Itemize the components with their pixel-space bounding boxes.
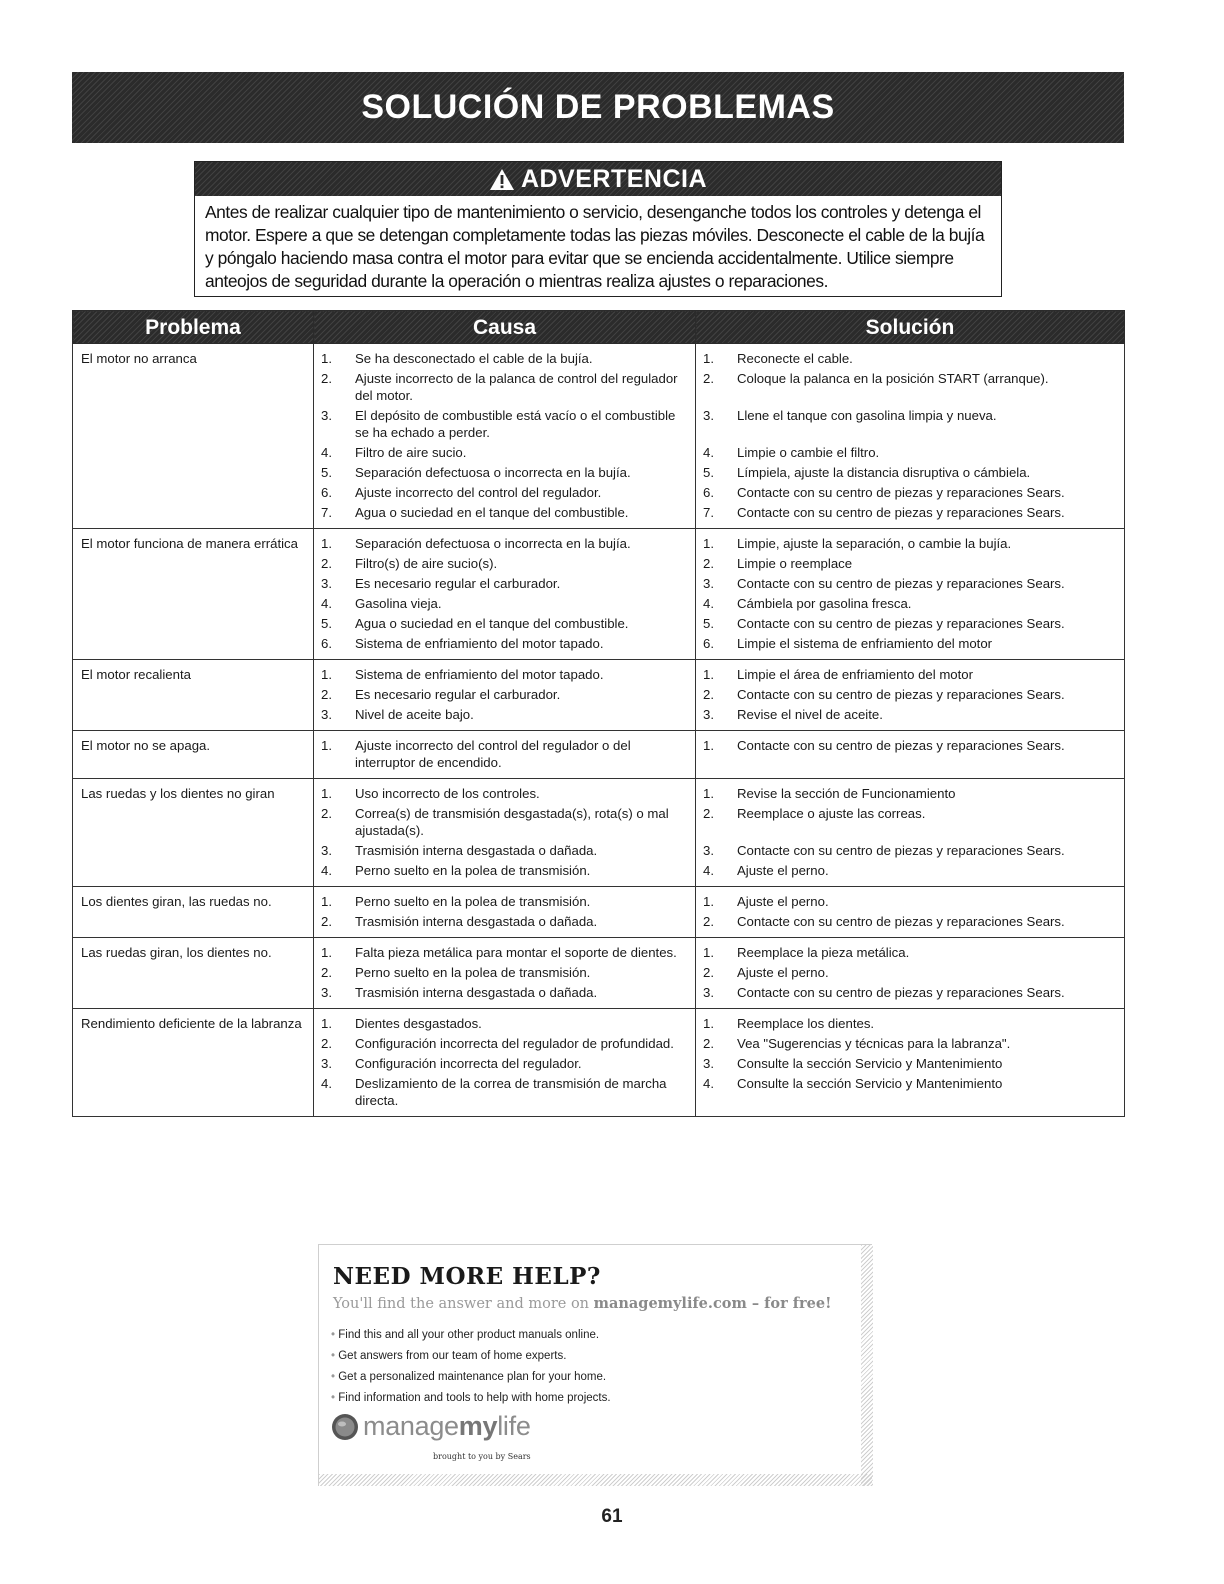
item-text: Contacte con su centro de piezas y reparaciones Sears. bbox=[737, 985, 1065, 1000]
solution-item bbox=[703, 444, 1118, 461]
solution-item bbox=[703, 615, 1118, 632]
help-credit: brought to you by Sears bbox=[433, 1452, 531, 1461]
help-subtitle-tail: – for free! bbox=[746, 1295, 832, 1312]
cause-list bbox=[321, 893, 689, 930]
item-text: Separación defectuosa o incorrecta en la bujía. bbox=[355, 465, 631, 480]
cause-cell bbox=[314, 344, 696, 529]
item-text: Limpie, ajuste la separación, o cambie la bujía. bbox=[737, 536, 1012, 551]
header-solucion: Solución bbox=[696, 311, 1125, 344]
solution-item bbox=[703, 842, 1118, 859]
cause-item bbox=[321, 1075, 689, 1109]
solution-item bbox=[703, 575, 1118, 592]
cause-cell bbox=[314, 731, 696, 779]
item-number: 1. bbox=[703, 1016, 714, 1031]
cause-cell bbox=[314, 529, 696, 660]
logo-wordmark bbox=[363, 1411, 531, 1442]
item-text: Agua o suciedad en el tanque del combustible. bbox=[355, 505, 629, 520]
item-text: Sistema de enfriamiento del motor tapado. bbox=[355, 667, 604, 682]
solution-cell bbox=[696, 344, 1125, 529]
item-number: 5. bbox=[703, 465, 714, 480]
help-subtitle-lead: You'll find the answer and more on bbox=[333, 1296, 594, 1312]
logo-wordmark-part: manage bbox=[363, 1411, 459, 1441]
item-number: 6. bbox=[321, 485, 332, 500]
cause-item bbox=[321, 350, 689, 367]
item-number: 3. bbox=[321, 707, 332, 722]
item-number: 3. bbox=[321, 985, 332, 1000]
item-number: 1. bbox=[703, 667, 714, 682]
page-title: SOLUCIÓN DE PROBLEMAS bbox=[72, 72, 1124, 143]
item-number: 4. bbox=[321, 445, 332, 460]
help-box-shadow-bottom bbox=[319, 1474, 872, 1486]
item-number: 4. bbox=[703, 1076, 714, 1091]
solution-cell bbox=[696, 1009, 1125, 1117]
item-number: 3. bbox=[703, 843, 714, 858]
item-text: Limpie el sistema de enfriamiento del motor bbox=[737, 636, 993, 651]
item-number: 2. bbox=[321, 806, 332, 821]
item-number: 1. bbox=[703, 536, 714, 551]
item-text: Es necesario regular el carburador. bbox=[355, 576, 561, 591]
solution-list bbox=[703, 893, 1118, 930]
table-row bbox=[73, 779, 1125, 887]
solution-item bbox=[703, 504, 1118, 521]
problem-cell: El motor no se apaga. bbox=[73, 731, 314, 779]
item-number: 5. bbox=[321, 616, 332, 631]
cause-item bbox=[321, 944, 689, 961]
cause-item bbox=[321, 484, 689, 501]
item-text: Consulte la sección Servicio y Mantenimiento bbox=[737, 1076, 1003, 1091]
solution-item bbox=[703, 407, 1118, 424]
solution-item bbox=[703, 635, 1118, 652]
item-text: Contacte con su centro de piezas y reparaciones Sears. bbox=[737, 738, 1065, 753]
solution-cell bbox=[696, 731, 1125, 779]
solution-item bbox=[703, 706, 1118, 723]
table-row bbox=[73, 938, 1125, 1009]
cause-cell bbox=[314, 1009, 696, 1117]
item-number: 2. bbox=[703, 556, 714, 571]
item-number: 2. bbox=[703, 914, 714, 929]
need-more-help-box bbox=[318, 1244, 872, 1486]
help-bullet: • Find information and tools to help with home projects. bbox=[331, 1388, 611, 1409]
item-number: 1. bbox=[703, 786, 714, 801]
item-number: 3. bbox=[321, 408, 332, 423]
problem-cell: El motor recalienta bbox=[73, 660, 314, 731]
cause-item bbox=[321, 615, 689, 632]
cause-item bbox=[321, 862, 689, 879]
item-text: Dientes desgastados. bbox=[355, 1016, 482, 1031]
item-text: Contacte con su centro de piezas y reparaciones Sears. bbox=[737, 485, 1065, 500]
item-text: Perno suelto en la polea de transmisión. bbox=[355, 894, 591, 909]
item-number: 3. bbox=[321, 1056, 332, 1071]
solution-list bbox=[703, 1015, 1118, 1092]
item-text: Revise la sección de Funcionamiento bbox=[737, 786, 956, 801]
solution-item bbox=[703, 862, 1118, 879]
item-text: Revise el nivel de aceite. bbox=[737, 707, 883, 722]
help-subtitle bbox=[333, 1295, 831, 1312]
item-text: Es necesario regular el carburador. bbox=[355, 687, 561, 702]
cause-list bbox=[321, 666, 689, 723]
item-number: 6. bbox=[321, 636, 332, 651]
solution-list bbox=[703, 944, 1118, 1001]
cause-list bbox=[321, 350, 689, 521]
item-text: Coloque la palanca en la posición START (arranque). bbox=[737, 371, 1049, 386]
item-text: Uso incorrecto de los controles. bbox=[355, 786, 540, 801]
item-number: 6. bbox=[703, 636, 714, 651]
item-number: 2. bbox=[321, 1036, 332, 1051]
solution-cell bbox=[696, 887, 1125, 938]
solution-cell bbox=[696, 938, 1125, 1009]
cause-item bbox=[321, 504, 689, 521]
item-text: Se ha desconectado el cable de la bujía. bbox=[355, 351, 593, 366]
solution-item bbox=[703, 1015, 1118, 1032]
solution-item bbox=[703, 1075, 1118, 1092]
cause-item bbox=[321, 595, 689, 612]
cause-item bbox=[321, 370, 689, 404]
solution-list bbox=[703, 350, 1118, 521]
item-text: Reemplace la pieza metálica. bbox=[737, 945, 910, 960]
cause-cell bbox=[314, 660, 696, 731]
warning-text: Antes de realizar cualquier tipo de mantenimiento o servicio, desenganche todos los controles y detenga el motor. Espere a que se detengan completamente todas las piezas móviles. Desconecte el cable de la bujía y póngalo haciendo masa contra el motor para evitar que se encienda accidentalmente. Utilice siempre anteojos de seguridad durante la operación o mientras realiza ajustes o reparaciones. bbox=[205, 202, 985, 291]
solution-item bbox=[703, 370, 1118, 387]
item-number: 1. bbox=[321, 1016, 332, 1031]
item-text: Configuración incorrecta del regulador. bbox=[355, 1056, 582, 1071]
solution-list bbox=[703, 666, 1118, 723]
item-number: 2. bbox=[321, 914, 332, 929]
item-text: Gasolina vieja. bbox=[355, 596, 442, 611]
cause-item bbox=[321, 407, 689, 441]
solution-item bbox=[703, 555, 1118, 572]
solution-item bbox=[703, 1055, 1118, 1072]
cause-list bbox=[321, 785, 689, 879]
help-bullet: • Find this and all your other product manuals online. bbox=[331, 1325, 611, 1346]
cause-item bbox=[321, 1035, 689, 1052]
problem-cell: Rendimiento deficiente de la labranza bbox=[73, 1009, 314, 1117]
item-text: Perno suelto en la polea de transmisión. bbox=[355, 965, 591, 980]
solution-item bbox=[703, 805, 1118, 822]
item-number: 4. bbox=[321, 1076, 332, 1091]
warning-triangle-icon bbox=[489, 168, 515, 191]
item-text: Separación defectuosa o incorrecta en la bujía. bbox=[355, 536, 631, 551]
cause-item bbox=[321, 737, 689, 771]
item-text: Contacte con su centro de piezas y reparaciones Sears. bbox=[737, 914, 1065, 929]
cause-item bbox=[321, 1055, 689, 1072]
solution-item bbox=[703, 984, 1118, 1001]
solution-item bbox=[703, 686, 1118, 703]
item-text: Cámbiela por gasolina fresca. bbox=[737, 596, 912, 611]
item-text: Falta pieza metálica para montar el soporte de dientes. bbox=[355, 945, 677, 960]
item-number: 3. bbox=[703, 985, 714, 1000]
cause-item bbox=[321, 805, 689, 839]
cause-list bbox=[321, 737, 689, 771]
help-title: NEED MORE HELP? bbox=[333, 1263, 601, 1290]
item-number: 3. bbox=[703, 1056, 714, 1071]
solution-cell bbox=[696, 529, 1125, 660]
item-text: Reconecte el cable. bbox=[737, 351, 853, 366]
item-number: 2. bbox=[703, 965, 714, 980]
item-number: 7. bbox=[703, 505, 714, 520]
solution-list bbox=[703, 737, 1118, 754]
cause-item bbox=[321, 785, 689, 802]
item-text: Limpie o cambie el filtro. bbox=[737, 445, 880, 460]
solution-item bbox=[703, 535, 1118, 552]
table-row bbox=[73, 887, 1125, 938]
item-number: 1. bbox=[321, 667, 332, 682]
item-number: 3. bbox=[703, 707, 714, 722]
help-bullet: • Get a personalized maintenance plan for your home. bbox=[331, 1367, 611, 1388]
cause-item bbox=[321, 706, 689, 723]
cause-cell bbox=[314, 887, 696, 938]
cause-item bbox=[321, 635, 689, 652]
item-text: Reemplace los dientes. bbox=[737, 1016, 875, 1031]
item-number: 2. bbox=[321, 687, 332, 702]
item-text: Contacte con su centro de piezas y reparaciones Sears. bbox=[737, 616, 1065, 631]
item-number: 2. bbox=[703, 371, 714, 386]
table-row bbox=[73, 1009, 1125, 1117]
item-text: Trasmisión interna desgastada o dañada. bbox=[355, 843, 598, 858]
cause-item bbox=[321, 842, 689, 859]
warning-heading: ADVERTENCIA bbox=[520, 164, 708, 193]
item-text: Contacte con su centro de piezas y reparaciones Sears. bbox=[737, 505, 1065, 520]
problem-cell: Las ruedas giran, los dientes no. bbox=[73, 938, 314, 1009]
help-bullet: • Get answers from our team of home experts. bbox=[331, 1346, 611, 1367]
problem-cell: El motor funciona de manera errática bbox=[73, 529, 314, 660]
cause-item bbox=[321, 464, 689, 481]
header-causa: Causa bbox=[314, 311, 696, 344]
cause-cell bbox=[314, 938, 696, 1009]
item-text: Ajuste incorrecto del control del regulador. bbox=[355, 485, 602, 500]
cause-item bbox=[321, 686, 689, 703]
troubleshooting-table bbox=[72, 310, 1125, 1117]
item-text: Agua o suciedad en el tanque del combustible. bbox=[355, 616, 629, 631]
item-text: Contacte con su centro de piezas y reparaciones Sears. bbox=[737, 843, 1065, 858]
cause-item bbox=[321, 964, 689, 981]
item-number: 3. bbox=[321, 843, 332, 858]
cause-item bbox=[321, 1015, 689, 1032]
item-number: 1. bbox=[703, 738, 714, 753]
item-number: 1. bbox=[321, 351, 332, 366]
table-header-row bbox=[73, 311, 1125, 344]
item-text: Nivel de aceite bajo. bbox=[355, 707, 474, 722]
item-text: Contacte con su centro de piezas y reparaciones Sears. bbox=[737, 576, 1065, 591]
item-text: Ajuste el perno. bbox=[737, 894, 829, 909]
cause-item bbox=[321, 444, 689, 461]
table-row bbox=[73, 660, 1125, 731]
item-number: 2. bbox=[703, 1036, 714, 1051]
cause-cell bbox=[314, 779, 696, 887]
item-text: Correa(s) de transmisión desgastada(s), rota(s) o mal ajustada(s). bbox=[355, 806, 669, 838]
help-site-link[interactable]: managemylife.com bbox=[593, 1295, 747, 1312]
item-number: 3. bbox=[703, 408, 714, 423]
item-number: 2. bbox=[703, 806, 714, 821]
item-number: 1. bbox=[321, 536, 332, 551]
solution-item bbox=[703, 737, 1118, 754]
managemylife-logo bbox=[331, 1411, 531, 1442]
table-row bbox=[73, 344, 1125, 529]
item-text: Ajuste incorrecto de la palanca de control del regulador del motor. bbox=[355, 371, 678, 403]
item-number: 4. bbox=[703, 596, 714, 611]
cause-item bbox=[321, 535, 689, 552]
item-number: 1. bbox=[321, 945, 332, 960]
solution-item bbox=[703, 913, 1118, 930]
item-number: 6. bbox=[703, 485, 714, 500]
item-text: Perno suelto en la polea de transmisión. bbox=[355, 863, 591, 878]
table-row bbox=[73, 529, 1125, 660]
cause-item bbox=[321, 666, 689, 683]
table-row bbox=[73, 731, 1125, 779]
solution-item bbox=[703, 595, 1118, 612]
item-text: Ajuste el perno. bbox=[737, 863, 829, 878]
item-text: Reemplace o ajuste las correas. bbox=[737, 806, 926, 821]
solution-item bbox=[703, 666, 1118, 683]
problem-cell: El motor no arranca bbox=[73, 344, 314, 529]
item-number: 2. bbox=[321, 965, 332, 980]
item-number: 4. bbox=[703, 863, 714, 878]
cause-item bbox=[321, 984, 689, 1001]
cause-item bbox=[321, 913, 689, 930]
solution-item bbox=[703, 964, 1118, 981]
item-number: 7. bbox=[321, 505, 332, 520]
item-number: 3. bbox=[321, 576, 332, 591]
item-text: Filtro de aire sucio. bbox=[355, 445, 467, 460]
item-text: Configuración incorrecta del regulador de profundidad. bbox=[355, 1036, 674, 1051]
solution-item bbox=[703, 484, 1118, 501]
item-text: Trasmisión interna desgastada o dañada. bbox=[355, 914, 598, 929]
item-number: 4. bbox=[321, 596, 332, 611]
cause-item bbox=[321, 575, 689, 592]
solution-list bbox=[703, 785, 1118, 879]
solution-cell bbox=[696, 779, 1125, 887]
item-number: 4. bbox=[321, 863, 332, 878]
cause-list bbox=[321, 1015, 689, 1109]
help-bullet-list bbox=[331, 1325, 611, 1409]
help-box-shadow-right bbox=[861, 1245, 873, 1486]
logo-wordmark-part: my bbox=[458, 1411, 498, 1441]
item-text: Deslizamiento de la correa de transmisión de marcha directa. bbox=[355, 1076, 667, 1108]
item-number: 2. bbox=[703, 687, 714, 702]
item-text: Limpie el área de enfriamiento del motor bbox=[737, 667, 974, 682]
item-number: 2. bbox=[321, 371, 332, 386]
item-text: Límpiela, ajuste la distancia disruptiva o cámbiela. bbox=[737, 465, 1031, 480]
item-number: 5. bbox=[703, 616, 714, 631]
cause-list bbox=[321, 535, 689, 652]
table-body bbox=[73, 344, 1125, 1117]
solution-item bbox=[703, 944, 1118, 961]
warning-box bbox=[194, 161, 1002, 297]
item-number: 1. bbox=[703, 894, 714, 909]
problem-cell: Las ruedas y los dientes no giran bbox=[73, 779, 314, 887]
item-number: 1. bbox=[321, 894, 332, 909]
item-number: 1. bbox=[703, 351, 714, 366]
item-text: Ajuste el perno. bbox=[737, 965, 829, 980]
item-text: Sistema de enfriamiento del motor tapado. bbox=[355, 636, 604, 651]
item-number: 1. bbox=[321, 738, 332, 753]
managemylife-logo-icon bbox=[331, 1413, 359, 1441]
item-text: Vea "Sugerencias y técnicas para la labranza". bbox=[737, 1036, 1011, 1051]
cause-item bbox=[321, 893, 689, 910]
solution-item bbox=[703, 785, 1118, 802]
solution-item bbox=[703, 1035, 1118, 1052]
cause-item bbox=[321, 555, 689, 572]
item-number: 1. bbox=[703, 945, 714, 960]
item-text: Llene el tanque con gasolina limpia y nueva. bbox=[737, 408, 997, 423]
item-text: Ajuste incorrecto del control del regulador o del interruptor de encendido. bbox=[355, 738, 631, 770]
item-text: Consulte la sección Servicio y Mantenimiento bbox=[737, 1056, 1003, 1071]
problem-cell: Los dientes giran, las ruedas no. bbox=[73, 887, 314, 938]
solution-item bbox=[703, 350, 1118, 367]
item-number: 1. bbox=[321, 786, 332, 801]
solution-list bbox=[703, 535, 1118, 652]
solution-item bbox=[703, 893, 1118, 910]
item-number: 3. bbox=[703, 576, 714, 591]
logo-wordmark-part: life bbox=[497, 1411, 531, 1441]
solution-cell bbox=[696, 660, 1125, 731]
item-number: 2. bbox=[321, 556, 332, 571]
solution-item bbox=[703, 464, 1118, 481]
item-text: El depósito de combustible está vacío o el combustible se ha echado a perder. bbox=[355, 408, 676, 440]
item-text: Trasmisión interna desgastada o dañada. bbox=[355, 985, 598, 1000]
cause-list bbox=[321, 944, 689, 1001]
item-number: 5. bbox=[321, 465, 332, 480]
page-number: 61 bbox=[601, 1506, 623, 1527]
item-text: Filtro(s) de aire sucio(s). bbox=[355, 556, 498, 571]
item-text: Limpie o reemplace bbox=[737, 556, 853, 571]
warning-header bbox=[195, 162, 1001, 196]
item-number: 4. bbox=[703, 445, 714, 460]
header-problema: Problema bbox=[73, 311, 314, 344]
item-text: Contacte con su centro de piezas y reparaciones Sears. bbox=[737, 687, 1065, 702]
